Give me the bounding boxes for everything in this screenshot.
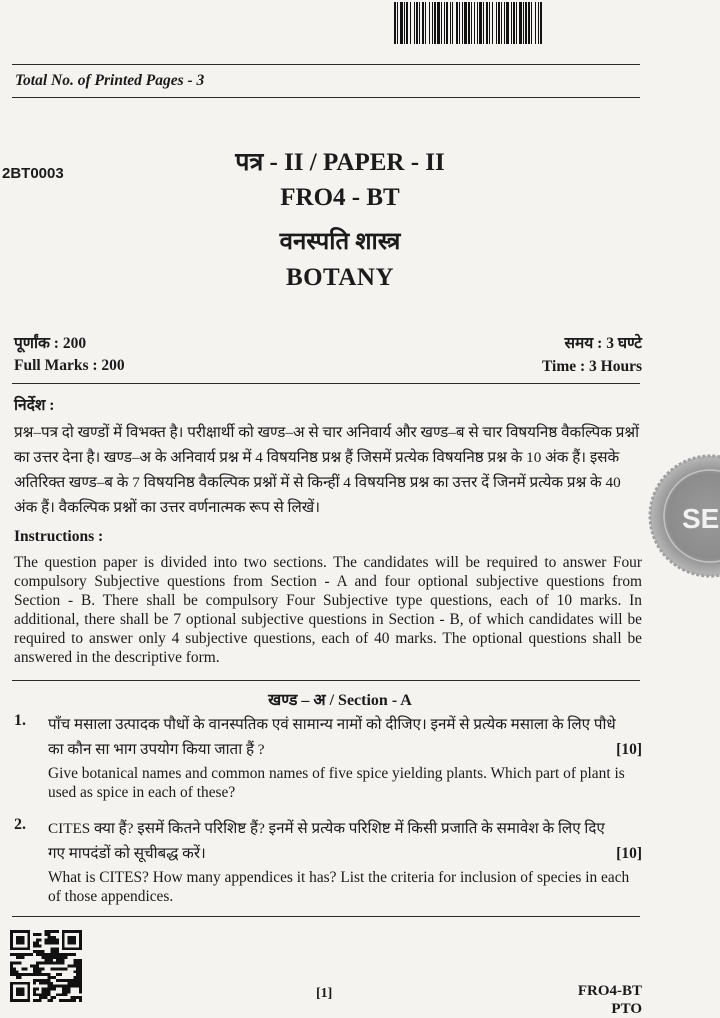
question-2-hindi-text: CITES क्या हैं? इसमें कितने परिशिष्ट हैं? इनमें से प्रत्येक परिशिष्ट में किसी प्रजाति के समावेश के लिए दिए गए मापदंडों को सूचीबद्ध करें। (48, 820, 605, 862)
barcode (394, 2, 640, 44)
footer-pto: PTO (611, 1001, 642, 1017)
footer-rule (12, 916, 640, 917)
question-2-number: 2. (14, 816, 26, 833)
instructions-english-heading: Instructions : (14, 528, 104, 545)
header-rule (12, 97, 640, 98)
question-1-english: Give botanical names and common names of five spice yielding plants. Which part of plant is used as spice in each of these? (48, 765, 625, 801)
question-2 (48, 816, 642, 906)
paper-title: पत्र - II / PAPER - II (235, 149, 445, 176)
question-1 (48, 712, 642, 802)
page-number: [1] (316, 986, 333, 1001)
paper-code: 2BT0003 (2, 165, 64, 182)
full-marks-hindi: पूर्णांक : 200 (14, 335, 87, 352)
top-rule (12, 64, 640, 65)
qr-code (10, 930, 82, 1002)
question-1-hindi (48, 712, 642, 762)
question-2-marks: [10] (616, 845, 642, 862)
seal-letters: SE (682, 503, 720, 534)
question-2-english: What is CITES? How many appendices it has? List the criteria for inclusion of species in each of those appendices. (48, 869, 630, 905)
subject-hindi: वनस्पति शास्त्र (279, 229, 401, 255)
question-1-marks: [10] (616, 741, 642, 758)
instructions-hindi-body: प्रश्न–पत्र दो खण्डों में विभक्त है। परीक्षार्थी को खण्ड–अ से चार अनिवार्य और खण्ड–ब से चार विषयनिष्ठ वैकल्पिक प्रश्नों का उत्तर देना है। खण्ड–अ के अनिवार्य प्रश्न में 4 विषयनिष्ठ प्रश्न हैं जिसमें प्रत्येक विषयनिष्ठ प्रश्न के 10 अंक हैं। इसके अतिरिक्त खण्ड–ब के 7 विषयनिष्ठ वैकल्पिक प्रश्नों में से किन्हीं 4 विषयनिष्ठ प्रश्न का उत्तर दें जिनमें प्रत्येक प्रश्न के 40 अंक हैं। वैकल्पिक प्रश्नों का उत्तर वर्णनात्मक रूप से लिखें। (14, 424, 640, 516)
question-1-hindi-text: पाँच मसाला उत्पादक पौधों के वानस्पतिक एवं सामान्य नामों को दीजिए। इनमें से प्रत्येक मसाला के लिए पौधे का कौन सा भाग उपयोग किया जाता हैं ? (48, 716, 616, 758)
total-pages: Total No. of Printed Pages - 3 (15, 72, 205, 89)
section-top-rule (12, 680, 640, 681)
full-marks-english: Full Marks : 200 (14, 357, 125, 374)
section-a-heading: खण्ड – अ / Section - A (268, 692, 412, 709)
time-english: Time : 3 Hours (541, 358, 642, 375)
question-2-hindi (48, 816, 642, 866)
seal-stamp (646, 452, 720, 580)
question-1-number: 1. (14, 712, 26, 729)
time-hindi: समय : 3 घण्टे (564, 335, 642, 352)
instructions-english-body: The question paper is divided into two sections. The candidates will be required to answer Four compulsory Subjective questions from Section - A and four optional subjective questions from Section - B. There shall be compulsory Four Subjective type questions, each of 10 marks. In additional, there shall be 7 optional subjective questions in Section - B, of which candidates will be required to answer only 4 subjective questions, each of 40 marks. The optional questions shall be answered in the descriptive form. (14, 554, 642, 666)
footer-code: FRO4-BT (577, 983, 642, 999)
marks-rule (12, 383, 640, 384)
subject-code: FRO4 - BT (280, 184, 400, 211)
instructions-hindi-heading: निर्देश : (14, 397, 55, 414)
subject-english: BOTANY (285, 264, 395, 291)
